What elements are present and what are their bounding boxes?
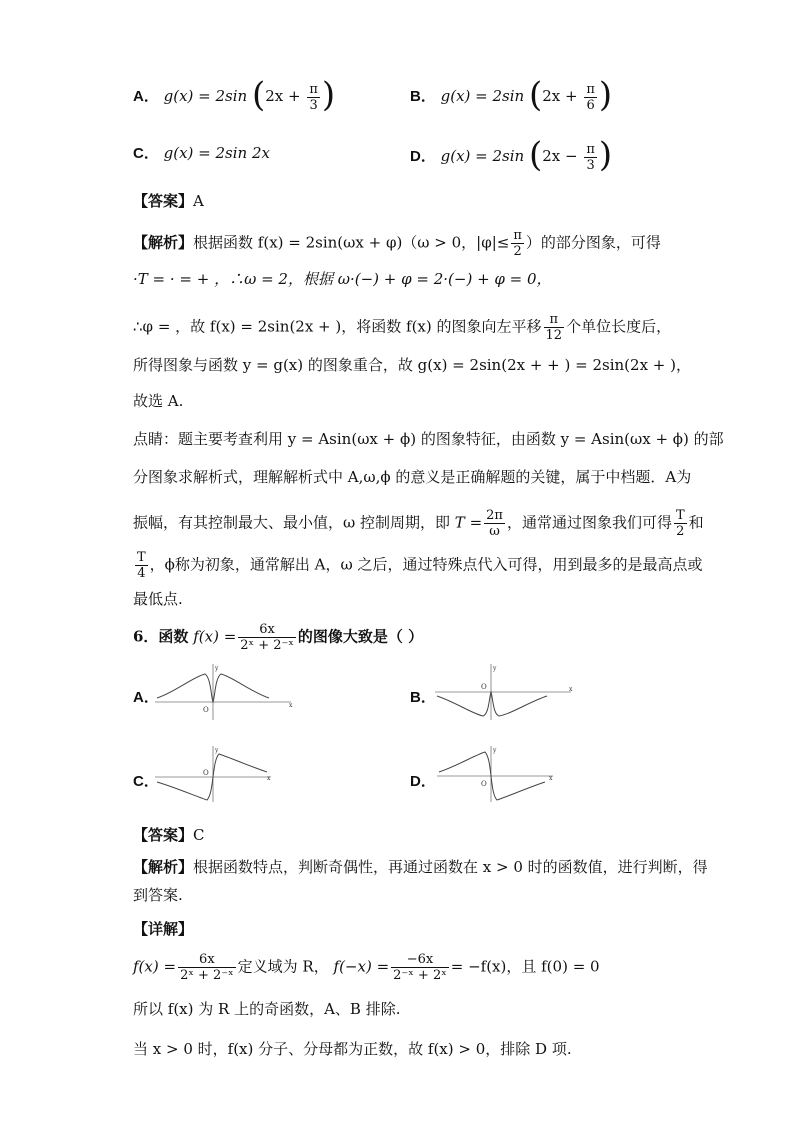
answer-5	[133, 190, 204, 212]
option-d-label: D．	[410, 148, 436, 165]
svg-text:y: y	[215, 665, 219, 672]
option-c-label: C．	[133, 145, 159, 162]
graph-c	[155, 744, 295, 802]
analysis-5-line1: 【解析】根据函数 f(x) = 2sin(ωx + φ)（ω > 0，|φ|≤ $\frac{\pi}{2}$ ）的部分图象，可得	[133, 228, 661, 259]
option-c	[133, 142, 270, 165]
comment-line3: 振幅，有其控制最大、最小值，ω 控制周期，即 T = $\frac{2\pi}{\omega}$ ，通常通过图象我们可得 $\frac{T}{2}$ 和	[133, 508, 704, 539]
svg-text:y: y	[493, 747, 497, 754]
answer-6: 【答案】C	[133, 826, 205, 844]
option-b-inner: 2x +	[542, 87, 578, 105]
comment-line5: 最低点.	[133, 590, 183, 608]
graph-c-label: C．	[133, 773, 159, 790]
analysis-5-line2: ·T = · = + ，∴ω = 2，根据 ω·(−) + φ = 2·(−) + φ = 0，	[133, 270, 552, 288]
graph-b-label: B．	[410, 689, 436, 706]
detail-6-line3: 当 x > 0 时，f(x) 分子、分母都为正数，故 f(x) > 0，排除 D 项.	[133, 1040, 572, 1058]
svg-text:O: O	[481, 683, 487, 691]
analysis-5-line4: 所得图象与函数 y = g(x) 的图象重合，故 g(x) = 2sin(2x + + ) = 2sin(2x + )，	[133, 356, 691, 374]
option-a: A． g(x) = 2sin (2x + $\frac{\pi}{3}$ )	[133, 75, 336, 115]
graph-d-label: D．	[410, 773, 436, 790]
graph-a-label: A．	[133, 689, 159, 706]
option-a-inner: 2x +	[265, 87, 301, 105]
analysis-tag: 【解析】	[133, 233, 194, 252]
graph-d	[437, 744, 577, 802]
detail-6-line1: f(x) = $\frac{6x}{\text{2ˣ + 2⁻ˣ}}$ 定义域为 R， f(−x) = $\frac{-6x}{\text{2⁻ˣ + 2ˣ}}$ = −f(x)，且 f(0) = 0	[133, 952, 600, 983]
answer-value: A	[193, 192, 204, 210]
option-a-label: A．	[133, 88, 159, 105]
svg-text:y: y	[215, 747, 219, 754]
answer-tag: 【答案】	[133, 192, 194, 210]
svg-text:y: y	[493, 665, 497, 672]
svg-text:O: O	[203, 706, 209, 714]
analysis-6-line1: 【解析】根据函数特点，判断奇偶性，再通过函数在 x > 0 时的函数值，进行判断，得	[133, 858, 708, 876]
svg-text:x: x	[569, 686, 573, 693]
detail-6-line2: 所以 f(x) 为 R 上的奇函数，A、B 排除.	[133, 1000, 401, 1018]
option-a-prefix: g(x) = 2sin	[163, 87, 248, 105]
graph-b	[435, 662, 575, 720]
option-d-inner: 2x −	[542, 147, 578, 165]
svg-text:O: O	[481, 780, 487, 788]
svg-text:x: x	[289, 702, 293, 709]
option-b: B． g(x) = 2sin (2x + $\frac{\pi}{6}$ )	[410, 75, 613, 115]
comment-line2: 分图象求解析式，理解解析式中 A,ω,ϕ 的意义是正确解题的关键，属于中档题．A为	[133, 468, 692, 486]
comment-line1: 点睛：题主要考查利用 y = Asin(ωx + ϕ) 的图象特征，由函数 y = Asin(ωx + ϕ) 的部	[133, 430, 724, 448]
option-d-prefix: g(x) = 2sin	[440, 147, 525, 165]
graph-a	[155, 662, 295, 720]
comment-line4: $\frac{T}{4}$ ，ϕ称为初象，通常解出 A，ω 之后，通过特殊点代入可得，用到最多的是最高点或	[137, 550, 703, 581]
svg-text:O: O	[203, 769, 209, 777]
detail-6-tag: 【详解】	[133, 920, 194, 938]
option-d: D． g(x) = 2sin (2x − $\frac{\pi}{3}$ )	[410, 135, 613, 175]
option-b-label: B．	[410, 88, 436, 105]
analysis-5-line5: 故选 A.	[133, 392, 184, 410]
svg-text:x: x	[549, 775, 553, 782]
analysis-6-line2: 到答案.	[133, 886, 183, 904]
question-6: 6．函数 f(x) = $\frac{6x}{\text{2ˣ + 2⁻ˣ}}$ 的图像大致是（ ）	[133, 622, 424, 653]
analysis-5-line3: ∴φ = ，故 f(x) = 2sin(2x + )，将函数 f(x) 的图象向左平移 $\frac{\pi}{12}$ 个单位长度后，	[133, 312, 672, 343]
option-b-prefix: g(x) = 2sin	[440, 87, 525, 105]
svg-text:x: x	[267, 775, 271, 782]
option-c-expr: g(x) = 2sin 2x	[163, 144, 270, 162]
